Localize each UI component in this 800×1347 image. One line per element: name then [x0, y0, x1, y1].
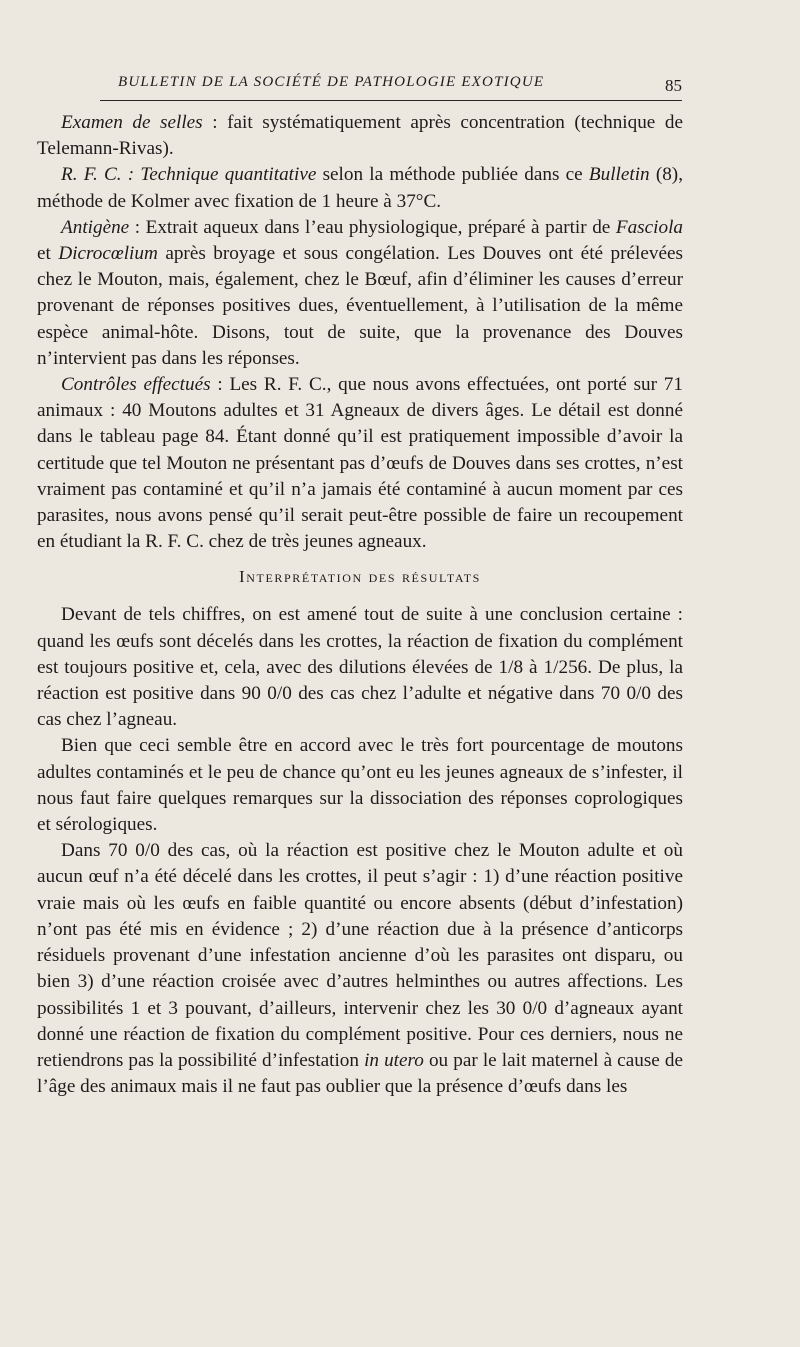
fasciola-italic: Fasciola — [615, 216, 683, 238]
dicrocoelium-italic: Dicrocœlium — [58, 243, 158, 265]
running-title: BULLETIN DE LA SOCIÉTÉ DE PATHOLOGIE EXOTIQUE — [118, 74, 545, 90]
paragraph-dans-70 — [37, 838, 683, 1100]
label-antigene: Antigène — [61, 216, 130, 238]
paragraph-antigene — [37, 215, 683, 372]
page-number: 85 — [665, 76, 682, 95]
text-examen-selles: : fait systématiquement après concentration (technique de Telemann-Rivas). — [37, 112, 683, 160]
label-rfc: R. F. C. : Technique quantitative — [61, 164, 317, 186]
section-title: Interprétation des résultats — [239, 567, 481, 587]
body-text — [37, 110, 683, 1100]
text-antigene-b: et — [37, 243, 59, 265]
text-dans-70: Dans 70 0/0 des cas, où la réaction est positive chez le Mouton adulte et où aucun œuf n’a été décelé dans les crottes, il peut s’agir : 1) d’une réaction positive vraie mais où les œufs en faible quantité ou encore absents (début d’infestation) n’ont pas été mis en évidence ; 2) d’une réaction due à la présence d’anticorps résiduels provenant d’une infestation ancienne d’où les parasites ont disparu, ou bien 3) d’une réaction croisée avec d’autres helminthes ou autres affections. Les possibilités 1 et 3 pouvant, d’ailleurs, intervenir chez les 30 0/0 d’agneaux ayant donné une réaction de fixation du complément positive. Pour ces derniers, nous ne retiendrons pas la possibilité d’infestation — [37, 840, 683, 1071]
in-utero-italic: in utero — [364, 1049, 424, 1071]
bulletin-italic: Bulletin — [588, 164, 650, 186]
paragraph-examen-selles — [37, 110, 683, 162]
paragraph-bien-que: Bien que ceci semble être en accord avec le très fort pourcentage de moutons adultes contaminés et le peu de chance qu’ont eu les jeunes agneaux de s’infester, il nous faut faire quelques remarques sur la dissociation des réponses coprologiques et sérologiques. — [37, 735, 683, 836]
text-rfc-a: selon la méthode publiée dans ce — [316, 164, 589, 186]
paragraph-devant: Devant de tels chiffres, on est amené tout de suite à une conclusion certaine : quand les œufs sont décelés dans les crottes, la réaction de fixation du complément est toujours positive et, cela, avec des dilutions élevées de 1/8 à 1/256. De plus, la réaction est positive dans 90 0/0 des cas chez l’adulte et négative dans 70 0/0 des cas chez l’agneau. — [37, 604, 683, 731]
paragraph-rfc — [37, 162, 683, 214]
paragraph-controles — [37, 372, 683, 555]
text-rfc-b: (8), méthode de Kolmer avec fixation de 1 heure à 37°C. — [37, 164, 683, 212]
running-header — [100, 70, 682, 101]
label-examen-selles: Examen de selles — [61, 112, 203, 133]
text-dans-70-end: ou par le lait maternel à cause de l’âge des animaux mais il ne faut pas oublier que la présence d’œufs dans les — [37, 1049, 683, 1098]
label-controles: Contrôles effectués — [61, 374, 211, 396]
text-antigene-c: après broyage et sous congélation. Les Douves ont été prélevées chez le Mouton, mais, également, chez le Bœuf, afin d’éliminer les causes d’erreur provenant de réponses positives dues, éventuellement, à l’utilisation de la même espèce animal-hôte. Disons, tout de suite, que la provenance des Douves n’intervient pas dans les réponses. — [37, 243, 683, 369]
text-antigene-a: : Extrait aqueux dans l’eau physiologique, préparé à partir de — [129, 216, 616, 238]
text-controles: : Les R. F. C., que nous avons effectuées, ont porté sur 71 animaux : 40 Moutons adultes et 31 Agneaux de divers âges. Le détail est donné dans le tableau page 84. Étant donné qu’il est pratiquement impossible d’avoir la certitude que tel Mouton ne présentant pas d’œufs de Douves dans ses crottes, n’est vraiment pas contaminé et qu’il n’a jamais été contaminé à aucun moment par ces parasites, nous avons pensé qu’il serait peut-être possible de faire un recoupement en étudiant la R. F. C. chez de très jeunes agneaux. — [37, 374, 683, 553]
